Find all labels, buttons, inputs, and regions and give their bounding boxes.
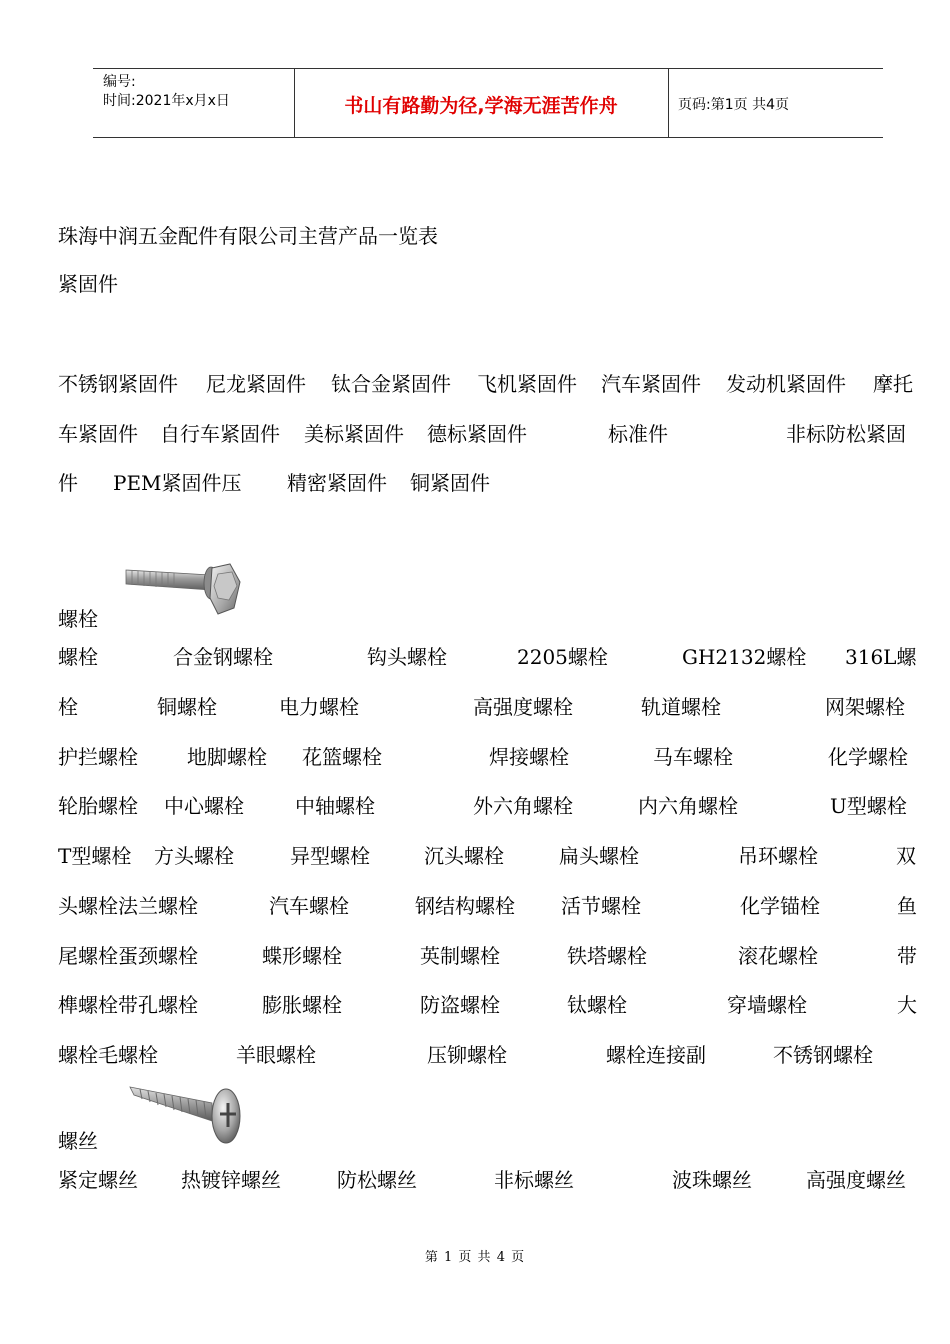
- list-item: 波珠螺丝: [672, 1168, 752, 1192]
- list-item: 双: [896, 844, 916, 868]
- list-item: 合金钢螺栓: [173, 645, 273, 669]
- list-item: 飞机紧固件: [477, 372, 577, 396]
- section-heading-screws: 螺丝: [58, 1129, 98, 1153]
- list-item: 不锈钢紧固件: [58, 372, 178, 396]
- list-item: 尼龙紧固件: [206, 372, 306, 396]
- number-label: 编号:: [103, 74, 136, 90]
- list-item: 螺栓: [58, 645, 98, 669]
- list-item: 轮胎螺栓: [58, 794, 138, 818]
- list-item: 蝶形螺栓: [262, 944, 342, 968]
- list-item: 螺栓连接副: [606, 1043, 706, 1067]
- list-item: 尾螺栓蛋颈螺栓: [58, 944, 198, 968]
- list-item: T型螺栓: [58, 844, 132, 868]
- page-footer: 第 1 页 共 4 页: [424, 1250, 526, 1265]
- list-item: 铜紧固件: [410, 471, 490, 495]
- list-item: 扁头螺栓: [559, 844, 639, 868]
- list-item: 紧定螺丝: [58, 1168, 138, 1192]
- bolt-image: [124, 560, 242, 622]
- list-item: 大: [897, 993, 917, 1017]
- list-item: 自行车紧固件: [160, 422, 280, 446]
- list-item: 地脚螺栓: [187, 745, 267, 769]
- list-item: 不锈钢螺栓: [773, 1043, 873, 1067]
- list-item: 螺栓毛螺栓: [58, 1043, 158, 1067]
- list-item: 沉头螺栓: [424, 844, 504, 868]
- list-item: 轨道螺栓: [641, 695, 721, 719]
- header-divider: [668, 69, 669, 137]
- list-item: 汽车紧固件: [601, 372, 701, 396]
- list-item: GH2132螺栓: [682, 645, 807, 669]
- list-item: 发动机紧固件: [726, 372, 846, 396]
- list-item: 焊接螺栓: [489, 745, 569, 769]
- list-item: 方头螺栓: [154, 844, 234, 868]
- time-label: 时间:2021年x月x日: [103, 93, 230, 109]
- list-item: 花篮螺栓: [302, 745, 382, 769]
- list-item: 带: [897, 944, 917, 968]
- list-item: 电力螺栓: [279, 695, 359, 719]
- list-item: 标准件: [608, 422, 668, 446]
- list-item: 化学锚栓: [740, 894, 820, 918]
- list-item: 头螺栓法兰螺栓: [58, 894, 198, 918]
- list-item: 膨胀螺栓: [262, 993, 342, 1017]
- list-item: 钛螺栓: [567, 993, 627, 1017]
- list-item: PEM紧固件压: [113, 471, 242, 495]
- list-item: 英制螺栓: [420, 944, 500, 968]
- list-item: 马车螺栓: [653, 745, 733, 769]
- list-item: 汽车螺栓: [269, 894, 349, 918]
- list-item: 精密紧固件: [287, 471, 387, 495]
- list-item: 压铆螺栓: [427, 1043, 507, 1067]
- list-item: 外六角螺栓: [473, 794, 573, 818]
- list-item: 羊眼螺栓: [236, 1043, 316, 1067]
- list-item: 铁塔螺栓: [567, 944, 647, 968]
- list-item: 高强度螺栓: [473, 695, 573, 719]
- list-item: 异型螺栓: [290, 844, 370, 868]
- list-item: 防松螺丝: [337, 1168, 417, 1192]
- list-item: 钩头螺栓: [367, 645, 447, 669]
- screw-image: [128, 1083, 244, 1147]
- list-item: 摩托: [873, 372, 913, 396]
- list-item: 非标防松紧固: [786, 422, 906, 446]
- list-item: 中轴螺栓: [295, 794, 375, 818]
- list-item: 活节螺栓: [561, 894, 641, 918]
- list-item: 化学螺栓: [828, 745, 908, 769]
- list-item: 车紧固件: [58, 422, 138, 446]
- list-item: 美标紧固件: [304, 422, 404, 446]
- list-item: 高强度螺丝: [806, 1168, 906, 1192]
- header-meta: [103, 73, 230, 111]
- list-item: 滚花螺栓: [738, 944, 818, 968]
- list-item: 中心螺栓: [164, 794, 244, 818]
- list-item: 钛合金紧固件: [331, 372, 451, 396]
- list-item: 防盗螺栓: [420, 993, 500, 1017]
- list-item: 鱼: [897, 894, 917, 918]
- list-item: 榫螺栓带孔螺栓: [58, 993, 198, 1017]
- list-item: 2205螺栓: [517, 645, 608, 669]
- page-header: [93, 68, 883, 138]
- list-item: 德标紧固件: [427, 422, 527, 446]
- list-item: 内六角螺栓: [638, 794, 738, 818]
- list-item: 网架螺栓: [825, 695, 905, 719]
- list-item: 护拦螺栓: [58, 745, 138, 769]
- list-item: 穿墙螺栓: [727, 993, 807, 1017]
- list-item: U型螺栓: [830, 794, 907, 818]
- list-item: 热镀锌螺丝: [181, 1168, 281, 1192]
- list-item: 件: [58, 471, 78, 495]
- list-item: 钢结构螺栓: [415, 894, 515, 918]
- list-item: 316L螺: [845, 645, 917, 669]
- section-heading-fasteners: 紧固件: [58, 272, 118, 296]
- list-item: 非标螺丝: [494, 1168, 574, 1192]
- header-motto: 书山有路勤为径,学海无涯苦作舟: [344, 95, 618, 117]
- section-heading-bolts: 螺栓: [58, 607, 98, 631]
- document-title: 珠海中润五金配件有限公司主营产品一览表: [58, 224, 438, 248]
- list-item: 吊环螺栓: [738, 844, 818, 868]
- list-item: 栓: [58, 695, 78, 719]
- list-item: 铜螺栓: [157, 695, 217, 719]
- header-page-number: 页码:第1页 共4页: [678, 97, 789, 113]
